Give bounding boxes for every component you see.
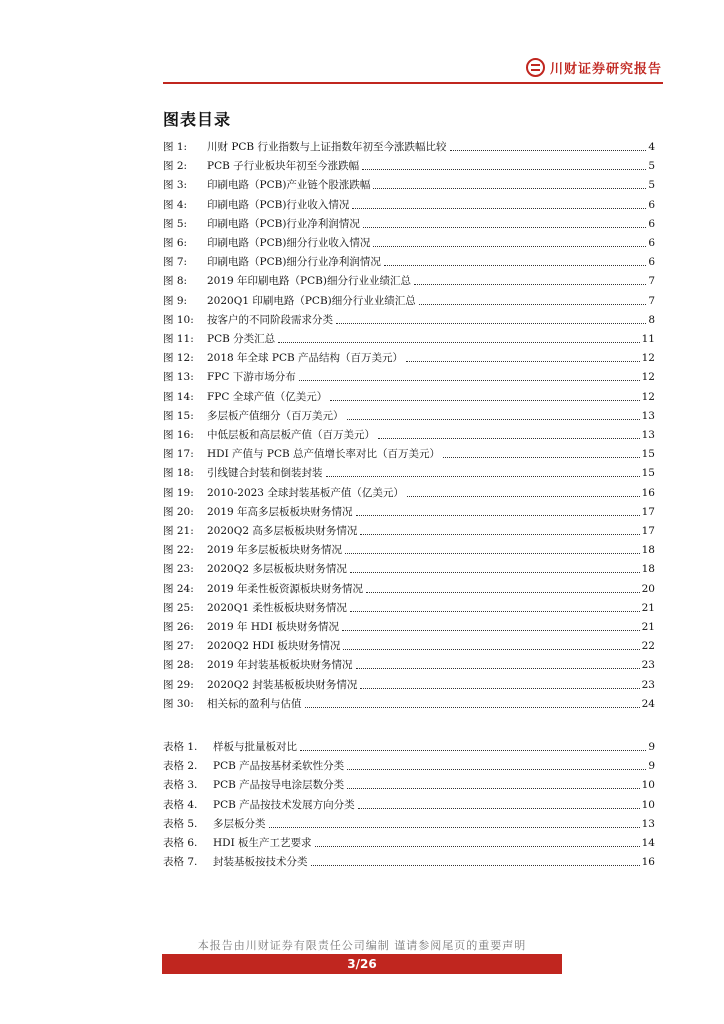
figure-page-number: 6 — [648, 256, 655, 269]
dot-leader — [269, 827, 640, 828]
figure-title: 中低层板和高层板产值（百万美元） — [207, 429, 375, 441]
table-title: PCB 产品按导电涂层数分类 — [213, 779, 345, 792]
dot-leader — [414, 284, 646, 285]
figure-title: 印刷电路（PCB)行业净利润情况 — [207, 217, 360, 230]
figure-label: 图 2: — [163, 160, 188, 173]
page-title: 图表目录 — [163, 110, 232, 129]
figure-title: 2020Q2 多层板板块财务情况 — [207, 563, 347, 576]
figure-label: 图 17: — [163, 448, 194, 461]
table-title: 多层板分类 — [213, 817, 266, 830]
figure-page-number: 18 — [641, 563, 655, 576]
dot-leader — [336, 323, 646, 324]
figure-page-number: 6 — [648, 217, 655, 230]
figure-label: 图 15: — [163, 409, 194, 422]
table-page-number: 10 — [641, 798, 655, 811]
dot-leader — [363, 227, 646, 228]
figure-page-number: 17 — [641, 525, 655, 537]
figure-label: 图 8: — [163, 275, 188, 288]
dot-leader — [352, 208, 646, 209]
table-entry[interactable] — [163, 793, 655, 812]
figure-label: 图 25: — [163, 601, 194, 614]
figure-entry[interactable] — [163, 289, 655, 308]
figure-page-number: 7 — [648, 294, 655, 307]
dot-leader — [343, 649, 639, 650]
figure-page-number: 13 — [641, 409, 655, 422]
brand-name: 川财证券研究报告 — [549, 61, 662, 77]
table-title: 样板与批量板对比 — [213, 741, 297, 753]
dot-leader — [311, 865, 640, 866]
figure-entry[interactable] — [163, 404, 655, 423]
figure-entry[interactable] — [163, 538, 655, 557]
figure-label: 图 12: — [163, 352, 194, 365]
dot-leader — [347, 788, 639, 789]
figure-title: 印刷电路（PCB)细分行业净利润情况 — [207, 256, 381, 269]
figure-label: 图 24: — [163, 582, 194, 595]
figure-title: 2018 年全球 PCB 产品结构（百万美元） — [207, 352, 404, 365]
figure-entry[interactable] — [163, 193, 655, 212]
figure-entry[interactable] — [163, 692, 655, 711]
dot-leader — [347, 769, 646, 770]
figure-label: 图 1: — [163, 141, 188, 153]
table-page-number: 14 — [641, 837, 655, 849]
table-label: 表格 3. — [163, 779, 198, 792]
figure-entry[interactable] — [163, 634, 655, 653]
dot-leader — [350, 611, 640, 612]
figure-title: 2019 年 HDI 板块财务情况 — [207, 621, 339, 633]
figure-page-number: 4 — [648, 141, 655, 153]
dot-leader — [373, 246, 646, 247]
table-label: 表格 1. — [163, 741, 198, 753]
figure-title: 2020Q2 封装基板板块财务情况 — [207, 678, 358, 691]
figure-entry[interactable] — [163, 250, 655, 269]
dot-leader — [419, 304, 647, 305]
table-title: PCB 产品按技术发展方向分类 — [213, 798, 355, 811]
figure-title: 川财 PCB 行业指数与上证指数年初至今涨跌幅比较 — [207, 141, 447, 153]
figure-title: FPC 全球产值（亿美元） — [207, 390, 328, 403]
figure-title: 印刷电路（PCB)行业收入情况 — [207, 198, 350, 211]
figure-title: PCB 分类汇总 — [207, 333, 276, 345]
figure-entry[interactable] — [163, 327, 655, 346]
figure-label: 图 16: — [163, 429, 194, 441]
figure-title: HDI 产值与 PCB 总产值增长率对比（百万美元） — [207, 448, 441, 461]
figure-page-number: 20 — [641, 582, 655, 595]
page-number: 3/26 — [347, 957, 377, 971]
figure-title: 印刷电路（PCB)细分行业收入情况 — [207, 237, 371, 249]
figure-entry[interactable] — [163, 365, 655, 384]
figure-label: 图 10: — [163, 313, 194, 326]
figure-page-number: 5 — [648, 160, 655, 173]
figure-page-number: 16 — [641, 486, 655, 499]
table-entry[interactable] — [163, 735, 655, 754]
dot-leader — [362, 169, 646, 170]
figure-label: 图 21: — [163, 525, 194, 537]
figure-page-number: 5 — [648, 179, 655, 192]
table-page-number: 13 — [641, 817, 655, 830]
dot-leader — [345, 553, 640, 554]
figure-label: 图 4: — [163, 198, 188, 211]
figure-label: 图 14: — [163, 390, 194, 403]
page-header — [526, 54, 662, 80]
figure-page-number: 12 — [641, 352, 655, 365]
figure-page-number: 11 — [641, 333, 655, 345]
figure-entry[interactable] — [163, 308, 655, 327]
figure-label: 图 19: — [163, 486, 194, 499]
figure-page-number: 18 — [641, 544, 655, 557]
figure-title: 2019 年柔性板资源板块财务情况 — [207, 582, 364, 595]
dot-leader — [450, 150, 647, 151]
figure-title: 按客户的不同阶段需求分类 — [207, 313, 333, 326]
table-label: 表格 5. — [163, 817, 198, 830]
table-label: 表格 2. — [163, 760, 198, 773]
figure-page-number: 23 — [641, 659, 655, 672]
table-label: 表格 4. — [163, 798, 198, 811]
figure-entry[interactable] — [163, 500, 655, 519]
figure-label: 图 11: — [163, 333, 194, 345]
figure-label: 图 30: — [163, 697, 194, 710]
dot-leader — [315, 846, 640, 847]
figure-page-number: 6 — [648, 237, 655, 249]
figure-entry[interactable] — [163, 481, 655, 500]
figure-entry[interactable] — [163, 461, 655, 480]
figure-entry[interactable] — [163, 154, 655, 173]
figure-page-number: 13 — [641, 429, 655, 441]
table-title: 封装基板按技术分类 — [213, 856, 308, 869]
figure-entry[interactable] — [163, 653, 655, 672]
page-number-bar — [162, 954, 562, 974]
figure-title: 2020Q2 高多层板板块财务情况 — [207, 525, 358, 537]
figure-title: PCB 子行业板块年初至今涨跌幅 — [207, 160, 360, 173]
dot-leader — [373, 188, 646, 189]
figure-entry[interactable] — [163, 615, 655, 634]
figure-label: 图 13: — [163, 371, 194, 384]
table-page-number: 10 — [641, 779, 655, 792]
dot-leader — [356, 515, 640, 516]
figure-page-number: 8 — [648, 313, 655, 326]
figure-label: 图 7: — [163, 256, 188, 269]
dot-leader — [378, 438, 640, 439]
table-title: HDI 板生产工艺要求 — [213, 837, 312, 849]
table-label: 表格 7. — [163, 856, 198, 869]
table-entry[interactable] — [163, 773, 655, 792]
dot-leader — [443, 457, 640, 458]
figure-entry[interactable] — [163, 385, 655, 404]
figure-page-number: 7 — [648, 275, 655, 288]
figure-page-number: 6 — [648, 198, 655, 211]
table-page-number: 9 — [648, 760, 655, 773]
table-entry[interactable] — [163, 754, 655, 773]
figure-entry[interactable] — [163, 577, 655, 596]
figure-label: 图 20: — [163, 505, 194, 518]
dot-leader — [406, 361, 640, 362]
dot-leader — [326, 476, 640, 477]
table-label: 表格 6. — [163, 837, 198, 849]
figure-title: 相关标的盈利与估值 — [207, 697, 302, 710]
table-page-number: 9 — [648, 741, 655, 753]
figure-entry[interactable] — [163, 231, 655, 250]
dot-leader — [384, 265, 646, 266]
figure-page-number: 12 — [641, 390, 655, 403]
figure-title: FPC 下游市场分布 — [207, 371, 296, 384]
figure-label: 图 27: — [163, 640, 194, 653]
figure-title: 多层板产值细分（百万美元） — [207, 409, 344, 422]
figure-title: 2020Q2 HDI 板块财务情况 — [207, 640, 341, 653]
dot-leader — [299, 380, 640, 381]
figure-title: 印刷电路（PCB)产业链个股涨跌幅 — [207, 179, 371, 192]
figure-title: 2019 年高多层板板块财务情况 — [207, 505, 353, 518]
dot-leader — [347, 419, 640, 420]
figure-title: 引线键合封装和倒装封装 — [207, 467, 323, 480]
dot-leader — [350, 572, 640, 573]
figure-page-number: 15 — [641, 467, 655, 480]
dot-leader — [278, 342, 639, 343]
dot-leader — [356, 668, 640, 669]
figure-page-number: 15 — [641, 448, 655, 461]
header-divider — [163, 82, 663, 84]
dot-leader — [330, 400, 639, 401]
figure-label: 图 18: — [163, 467, 194, 480]
figure-page-number: 17 — [641, 505, 655, 518]
figure-label: 图 6: — [163, 237, 188, 249]
table-entry[interactable] — [163, 831, 655, 850]
figure-entry[interactable] — [163, 442, 655, 461]
figure-entry[interactable] — [163, 212, 655, 231]
figure-label: 图 5: — [163, 217, 188, 230]
figure-label: 图 23: — [163, 563, 194, 576]
figure-entry[interactable] — [163, 557, 655, 576]
figure-entry[interactable] — [163, 269, 655, 288]
dot-leader — [300, 750, 646, 751]
dot-leader — [360, 534, 639, 535]
figure-label: 图 9: — [163, 294, 188, 307]
dot-leader — [360, 688, 639, 689]
figure-title: 2020Q1 印刷电路（PCB)细分行业业绩汇总 — [207, 294, 416, 307]
figure-entry[interactable] — [163, 519, 655, 538]
figure-entry[interactable] — [163, 173, 655, 192]
figure-page-number: 21 — [641, 601, 655, 614]
figure-label: 图 3: — [163, 179, 188, 192]
figure-label: 图 28: — [163, 659, 194, 672]
dot-leader — [407, 496, 640, 497]
figure-label: 图 29: — [163, 678, 194, 691]
figure-entry[interactable] — [163, 135, 655, 154]
dot-leader — [358, 808, 640, 809]
figure-page-number: 21 — [641, 621, 655, 633]
figure-title: 2019 年印刷电路（PCB)细分行业业绩汇总 — [207, 275, 411, 288]
table-entry[interactable] — [163, 850, 655, 869]
figure-page-number: 22 — [641, 640, 655, 653]
figure-label: 图 26: — [163, 621, 194, 633]
figure-entry[interactable] — [163, 596, 655, 615]
figure-title: 2019 年多层板板块财务情况 — [207, 544, 343, 557]
dot-leader — [305, 707, 640, 708]
figure-entry[interactable] — [163, 423, 655, 442]
figure-page-number: 24 — [641, 697, 655, 710]
dot-leader — [366, 592, 640, 593]
figure-label: 图 22: — [163, 544, 194, 557]
brand-logo-icon — [526, 58, 545, 77]
disclaimer-note: 本报告由川财证券有限责任公司编制 谨请参阅尾页的重要声明 — [197, 939, 527, 952]
table-title: PCB 产品按基材柔软性分类 — [213, 760, 345, 773]
dot-leader — [342, 630, 640, 631]
figure-title: 2020Q1 柔性板板块财务情况 — [207, 601, 347, 614]
table-page-number: 16 — [641, 856, 655, 869]
figure-page-number: 23 — [641, 678, 655, 691]
figure-page-number: 12 — [641, 371, 655, 384]
figure-title: 2019 年封装基板板块财务情况 — [207, 659, 353, 672]
table-entry[interactable] — [163, 812, 655, 831]
figure-entry[interactable] — [163, 673, 655, 692]
figure-title: 2010-2023 全球封装基板产值（亿美元） — [207, 486, 404, 499]
figure-entry[interactable] — [163, 346, 655, 365]
